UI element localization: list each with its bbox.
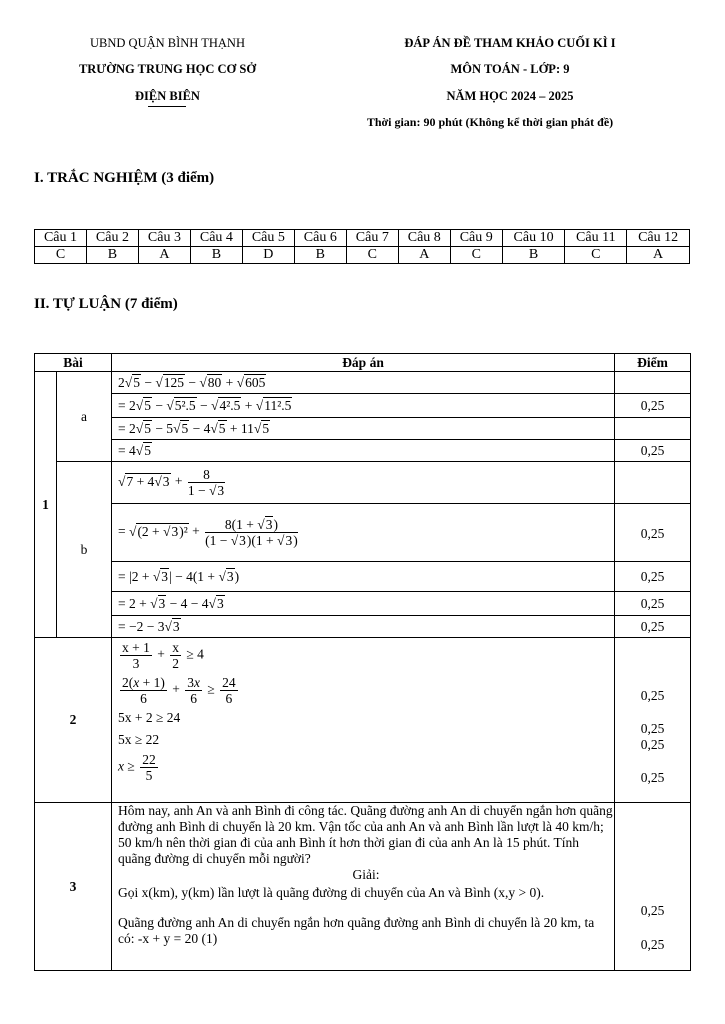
points: 0,25 bbox=[640, 688, 665, 703]
bai-3-label: 3 bbox=[35, 803, 112, 971]
points-cell: 0,25 bbox=[615, 394, 691, 418]
eq-line: Quãng đường anh An di chuyển ngắn hơn quãng đường anh Bình di chuyển là 20 km, ta có: -x + y = 20 (1) bbox=[118, 915, 595, 946]
solution-label: Giải: bbox=[352, 867, 380, 882]
answer-cell: C bbox=[346, 247, 398, 264]
math-line: = 2√ 5 − √ 5².5 − √ 4².5 + √ 11².5 bbox=[112, 394, 615, 418]
points-cell bbox=[615, 462, 691, 504]
answer-table bbox=[34, 229, 690, 264]
question-cell: Câu 1 bbox=[35, 230, 87, 247]
question-cell: Câu 11 bbox=[565, 230, 627, 247]
points-cell bbox=[615, 372, 691, 394]
points-cell: 0,25 bbox=[615, 440, 691, 462]
answer-cell: D bbox=[242, 247, 294, 264]
points-cell: 0,25 bbox=[615, 504, 691, 562]
points: 0,25 bbox=[640, 903, 665, 918]
b1a-row-4 bbox=[35, 440, 691, 462]
points-cell: 0,25 bbox=[615, 562, 691, 592]
math-line: $\frac{2(x + 1)}{6}$ + $\frac{3x}{6}$ ≥ $\frac{24}{6}$ bbox=[122, 675, 236, 706]
math-line: 5x + 2 ≥ 24 bbox=[118, 710, 181, 725]
question-row bbox=[35, 230, 690, 247]
b1b-row-3 bbox=[35, 562, 691, 592]
answer-cell: B bbox=[190, 247, 242, 264]
answer-cell: C bbox=[565, 247, 627, 264]
answer-cell: A bbox=[138, 247, 190, 264]
b1a-row-2 bbox=[35, 394, 691, 418]
question-cell: Câu 10 bbox=[502, 230, 565, 247]
section-1-title: I. TRẮC NGHIỆM (3 điểm) bbox=[34, 170, 215, 186]
answer-cell: C bbox=[35, 247, 87, 264]
math-line: 2√ 5 − √ 125 − √ 80 + √ 605 bbox=[112, 372, 615, 394]
answer-cell: B bbox=[86, 247, 138, 264]
math-line: = |2 + √ 3| − 4(1 + √ 3) bbox=[112, 562, 615, 592]
bai-2-label: 2 bbox=[35, 638, 112, 803]
b1a-row-3 bbox=[35, 418, 691, 440]
question-cell: Câu 4 bbox=[190, 230, 242, 247]
problem-cell bbox=[112, 803, 615, 971]
math-line: 5x ≥ 22 bbox=[118, 732, 160, 747]
answer-cell: A bbox=[398, 247, 450, 264]
school-name: TRƯỜNG TRUNG HỌC CƠ SỞ bbox=[78, 62, 257, 76]
problem-text: Hôm nay, anh An và anh Bình đi công tác. Quãng đường anh An di chuyển ngắn hơn quãng đường anh Bình di chuyển là 20 km. Vận tốc của anh An và anh Bình lần lượt là 40 km/h; 50 km/h nên thời gian đi của anh Bình ít hơn thời gian đi của anh An là 15 phút. Tính quãng đường di chuyển mỗi người? bbox=[118, 803, 613, 866]
math-line: = −2 − 3√ 3 bbox=[112, 616, 615, 638]
subject: MÔN TOÁN - LỚP: 9 bbox=[450, 62, 570, 76]
points: 0,25 bbox=[640, 937, 665, 952]
b1b-row-4 bbox=[35, 592, 691, 616]
b1b-row-5 bbox=[35, 616, 691, 638]
part-b-label: b bbox=[57, 462, 112, 638]
question-cell: Câu 6 bbox=[294, 230, 346, 247]
points-cell: 0,25 bbox=[615, 616, 691, 638]
points: 0,25 bbox=[640, 721, 665, 736]
points-cell bbox=[615, 803, 691, 971]
b1b-row-1 bbox=[35, 462, 691, 504]
answer-cell: B bbox=[294, 247, 346, 264]
points: 0,25 bbox=[640, 737, 665, 752]
points: 0,25 bbox=[640, 770, 665, 785]
math-block bbox=[112, 638, 615, 803]
let-line: Gọi x(km), y(km) lần lượt là quãng đường di chuyển của An và Bình (x,y > 0). bbox=[118, 885, 545, 900]
header-underline bbox=[148, 106, 186, 107]
math-line: √ 7 + 4√ 3 + $\frac{8}{1 - √ 3}$ bbox=[112, 462, 615, 504]
district-name: UBND QUẬN BÌNH THẠNH bbox=[90, 36, 245, 50]
question-cell: Câu 3 bbox=[138, 230, 190, 247]
question-cell: Câu 2 bbox=[86, 230, 138, 247]
math-line: $\frac{x + 1}{3}$ + $\frac{x}{2}$ ≥ 4 bbox=[122, 640, 204, 671]
points-cell bbox=[615, 638, 691, 803]
b1b-row-2 bbox=[35, 504, 691, 562]
answer-cell: B bbox=[502, 247, 565, 264]
bai-1-label: 1 bbox=[35, 372, 57, 638]
question-cell: Câu 8 bbox=[398, 230, 450, 247]
answer-cell: C bbox=[450, 247, 502, 264]
header-dap-an: Đáp án bbox=[112, 354, 615, 372]
school-name-2: ĐIỆN BIÊN bbox=[135, 89, 200, 103]
math-line: = 2√ 5 − 5√ 5 − 4√ 5 + 11√ 5 bbox=[112, 418, 615, 440]
answer-cell: A bbox=[627, 247, 690, 264]
math-line: x ≥ $\frac{22}{5}$ bbox=[118, 752, 156, 783]
points-cell bbox=[615, 418, 691, 440]
school-year: NĂM HỌC 2024 – 2025 bbox=[446, 89, 574, 103]
doc-title: ĐÁP ÁN ĐỀ THAM KHẢO CUỐI KÌ I bbox=[404, 36, 616, 50]
math-line: = 2 + √ 3 − 4 − 4√ 3 bbox=[112, 592, 615, 616]
question-cell: Câu 9 bbox=[450, 230, 502, 247]
header-bai: Bài bbox=[35, 354, 112, 372]
bai-3-row bbox=[35, 803, 691, 971]
essay-answer-table bbox=[34, 353, 691, 971]
question-cell: Câu 7 bbox=[346, 230, 398, 247]
math-line: = 4√ 5 bbox=[112, 440, 615, 462]
math-line: = √ (2 + √ 3)² + $\frac{8(1 + √ 3)}{(1 - √ 3)(1 + √ 3)}$ bbox=[112, 504, 615, 562]
section-2-title: II. TỰ LUẬN (7 điểm) bbox=[34, 296, 178, 312]
b1a-row-1 bbox=[35, 372, 691, 394]
header-row bbox=[35, 354, 691, 372]
exam-time: Thời gian: 90 phút (Không kể thời gian phát đề) bbox=[366, 115, 614, 129]
answer-row bbox=[35, 247, 690, 264]
question-cell: Câu 5 bbox=[242, 230, 294, 247]
header-diem: Điểm bbox=[615, 354, 691, 372]
part-a-label: a bbox=[57, 372, 112, 462]
question-cell: Câu 12 bbox=[627, 230, 690, 247]
bai-2-row bbox=[35, 638, 691, 803]
points-cell: 0,25 bbox=[615, 592, 691, 616]
